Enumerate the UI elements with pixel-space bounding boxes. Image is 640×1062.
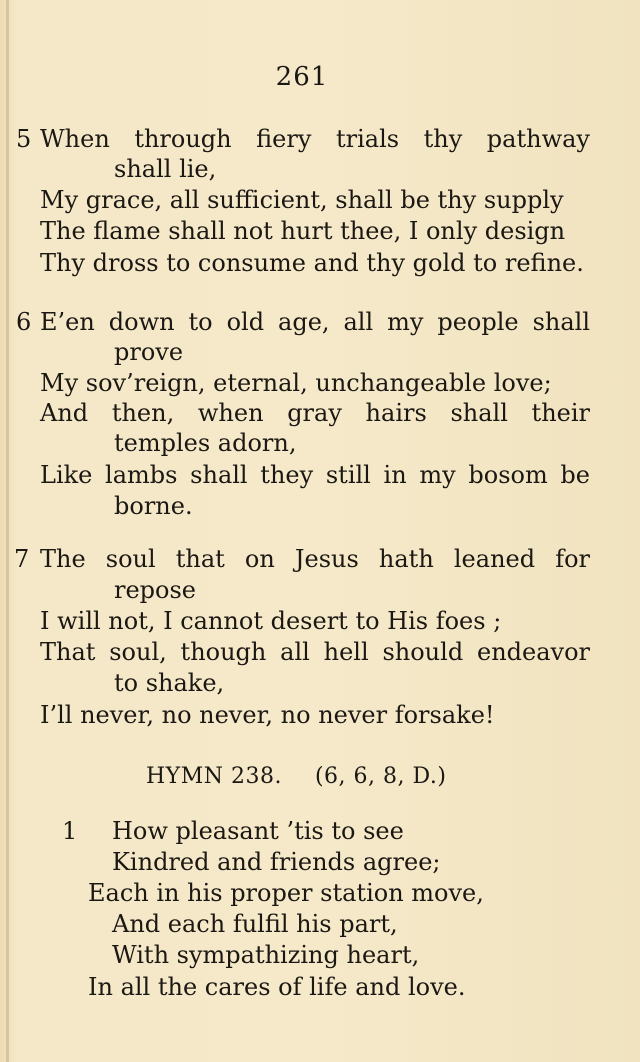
stanza-line: I’ll never, no never, no never forsake!	[40, 701, 495, 729]
stanza-line: The soul that on Jesus hath leaned for	[40, 545, 590, 573]
verse-line: Each in his proper station move,	[88, 879, 484, 907]
stanza-number: 7	[14, 545, 30, 573]
stanza-line: My sov’reign, eternal, unchangeable love;	[40, 369, 552, 397]
verse-line: In all the cares of life and love.	[88, 973, 466, 1001]
verse-line: With sympathizing heart,	[112, 941, 420, 969]
hymn-heading	[146, 764, 446, 789]
stanza-line: That soul, though all hell should endeavor	[40, 638, 590, 666]
stanza-line: My grace, all sufficient, shall be thy supply	[40, 186, 564, 214]
verse-line: And each fulfil his part,	[112, 910, 398, 938]
verse-line: How pleasant ’tis to see	[112, 817, 404, 845]
hymn-title: HYMN 238.	[146, 764, 282, 789]
page-gutter	[6, 0, 9, 1062]
stanza-line: temples adorn,	[114, 429, 297, 457]
stanza-number: 5	[16, 125, 32, 153]
stanza-line: to shake,	[114, 669, 225, 697]
stanza-line: The flame shall not hurt thee, I only design	[40, 217, 566, 245]
verse-line: Kindred and friends agree;	[112, 848, 441, 876]
stanza-line: repose	[114, 576, 197, 604]
stanza-line: I will not, I cannot desert to His foes ;	[40, 607, 502, 635]
stanza-number: 6	[16, 308, 32, 336]
stanza-line: shall lie,	[114, 155, 217, 183]
hymn-meter: (6, 6, 8, D.)	[314, 764, 447, 789]
stanza-line: Thy dross to consume and thy gold to refine.	[40, 249, 584, 277]
stanza-line: prove	[114, 338, 184, 366]
verse-number: 1	[62, 817, 78, 845]
stanza-line: E’en down to old age, all my people shall	[40, 308, 590, 336]
stanza-line: And then, when gray hairs shall their	[40, 399, 590, 427]
stanza-line: When through fiery trials thy pathway	[40, 125, 590, 153]
page-number: 261	[275, 62, 329, 92]
stanza-line: Like lambs shall they still in my bosom be	[40, 461, 590, 489]
stanza-line: borne.	[114, 492, 193, 520]
